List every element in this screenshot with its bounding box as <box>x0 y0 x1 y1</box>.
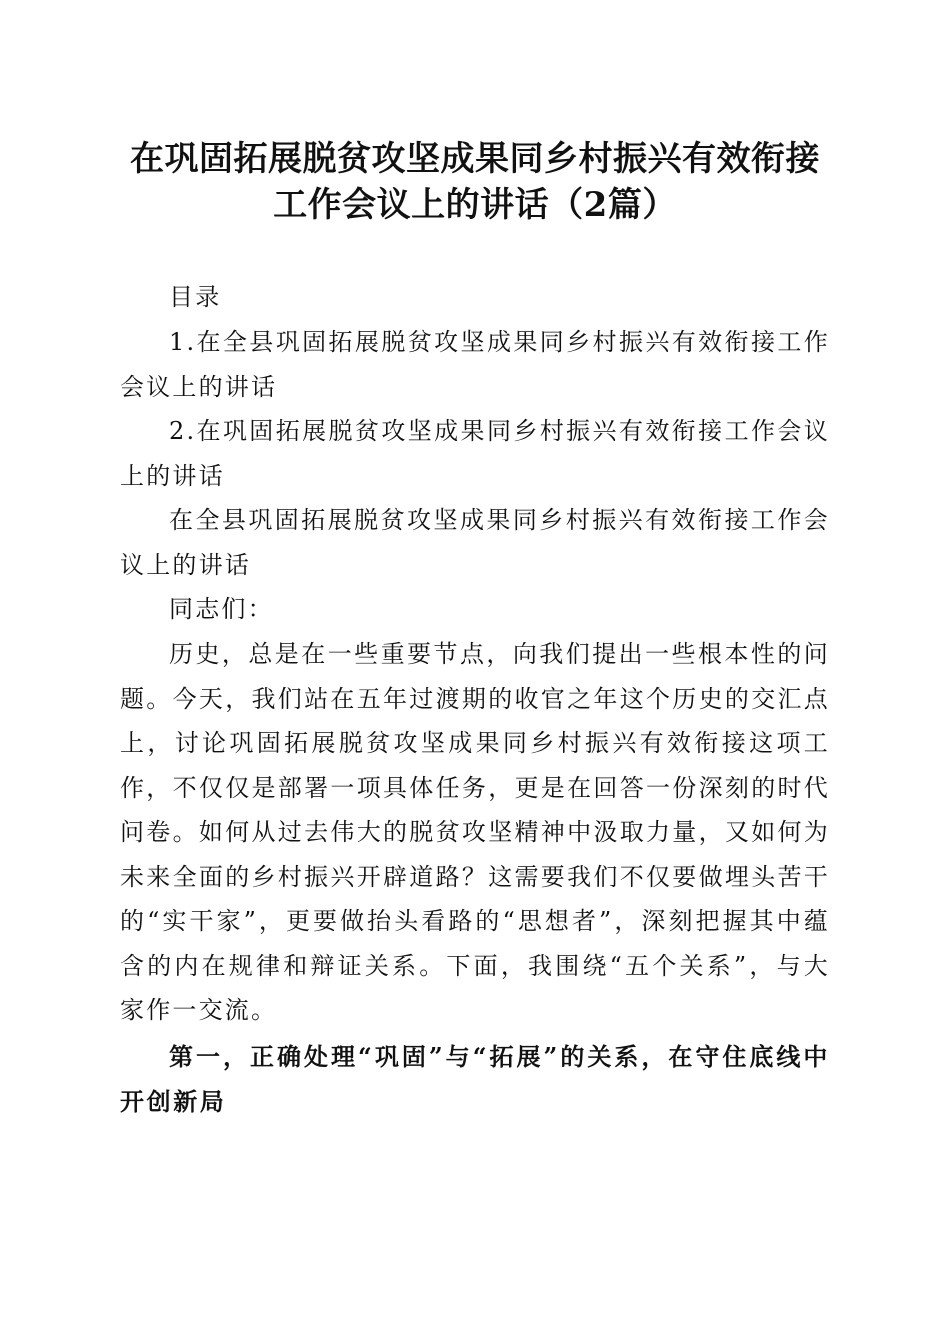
toc-item-2: 2.在巩固拓展脱贫攻坚成果同乡村振兴有效衔接工作会议上的讲话 <box>120 417 830 490</box>
section-heading-1: 第一，正确处理“巩固”与“拓展”的关系，在守住底线中开创新局 <box>120 1042 830 1116</box>
toc-heading: 目录 <box>169 283 222 311</box>
section-title: 在全县巩固拓展脱贫攻坚成果同乡村振兴有效衔接工作会议上的讲话 <box>120 506 830 579</box>
document-title-line-2: 工作会议上的讲话（2篇） <box>273 185 677 225</box>
body-paragraph: 历史，总是在一些重要节点，向我们提出一些根本性的问题。今天，我们站在五年过渡期的收官之年这个历史的交汇点上，讨论巩固拓展脱贫攻坚成果同乡村振兴有效衔接这项工作，不仅仅是部署一项具体任务，更是在回答一份深刻的时代问卷。如何从过去伟大的脱贫攻坚精神中汲取力量，又如何为未来全面的乡村振兴开辟道路？这需要我们不仅要做埋头苦干的“实干家”，更要做抬头看路的“思想者”，深刻把握其中蕴含的内在规律和辩证关系。下面，我围绕“五个关系”，与大家作一交流。 <box>120 640 830 1024</box>
greeting: 同志们： <box>169 595 274 623</box>
document-title-line-1: 在巩固拓展脱贫攻坚成果同乡村振兴有效衔接 <box>130 139 820 179</box>
toc-item-1: 1.在全县巩固拓展脱贫攻坚成果同乡村振兴有效衔接工作会议上的讲话 <box>120 328 830 401</box>
